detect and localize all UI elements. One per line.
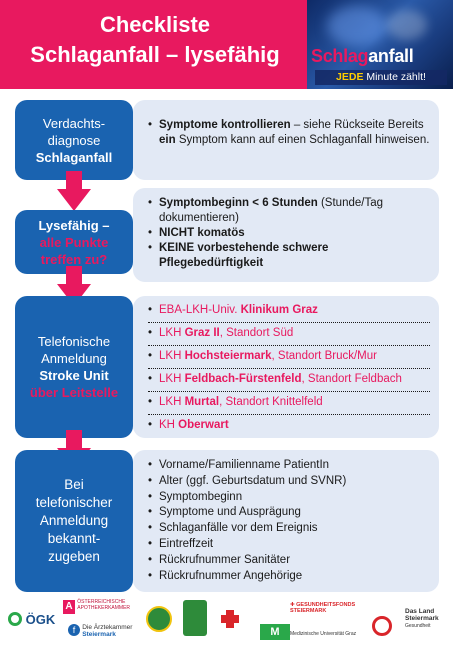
list-item: • Alter (ggf. Geburtsdatum und SVNR) [148,474,433,490]
meduni-graz-label: Medizinische Universität Graz [290,631,357,637]
title-line-2: Schlaganfall – lysefähig [30,42,280,67]
list-item: • Symptome und Ausprägung [148,505,433,521]
gesundheitsfonds-logo: ✚ GESUNDHEITSFONDS STEIERMARK [290,602,356,614]
arrow-down-icon [57,171,91,211]
kages-logo-icon [183,600,207,636]
logo-tagline: JEDE Minute zählt! [315,70,447,85]
list-item: • Symptome kontrollieren – siehe Rückseite Bereits ein Symptom kann auf einen Schlaganfall hinweisen. [148,118,433,148]
step-1-box: Verdachts- diagnose Schlaganfall [15,100,133,180]
list-item: • NICHT komatös [148,226,433,241]
partner-logos-footer [0,596,453,650]
list-item: • Schlaganfälle vor dem Ereignis [148,521,433,537]
list-item: • Rückrufnummer Sanitäter [148,553,433,569]
list-item: • Symptombeginn [148,490,433,506]
rotes-kreuz-badge-icon [146,606,172,632]
step-2-box: Lysefähig – alle Punkte treffen zu? [15,210,133,274]
list-item: • KEINE vorbestehende schwere Pflegebedürftigkeit [148,241,358,271]
hospital-row: • EBA-LKH-Univ. Klinikum Graz [148,300,430,323]
meduni-graz-logo: M [260,624,290,640]
list-item: • Eintreffzeit [148,537,433,553]
hospital-row: • KH Oberwart [148,415,430,438]
stroke-unit-hospital-list [148,300,430,438]
hospital-row: • LKH Hochsteiermark, Standort Bruck/Mur [148,346,430,369]
hospital-row: • LKH Feldbach-Fürstenfeld, Standort Feldbach [148,369,430,392]
step-1-bullets [148,118,433,148]
logo-wordmark: Schlaganfall [311,46,414,66]
emergency-service-badge-icon [372,616,392,636]
step-2-bullets [148,196,433,271]
red-cross-icon [215,608,245,630]
land-steiermark-logo: Das Land Steiermark Gesundheit [405,608,439,629]
list-item: • Rückrufnummer Angehörige [148,569,433,585]
list-item: • Symptombeginn < 6 Stunden (Stunde/Tag dokumentieren) [148,196,433,226]
hospital-row: • LKH Graz II, Standort Süd [148,323,430,346]
title-line-1: Checkliste [99,12,211,37]
step-4-bullets [148,458,433,584]
step-4-box: Bei telefonischer Anmeldung bekannt- zugeben [15,450,133,592]
hospital-row: • LKH Murtal, Standort Knittelfeld [148,392,430,415]
header-banner [0,0,453,89]
apothekerkammer-logo: A ÖSTERREICHISCHE APOTHEKERKAMMER [63,600,133,614]
list-item: • Vorname/Familienname PatientIn [148,458,433,474]
page-title [14,10,296,70]
step-3-box: Telefonische Anmeldung Stroke Unit über Leitstelle [15,296,133,438]
aerztekammer-logo: f Die Ärztekammer Steiermark [68,624,143,638]
schlaganfall-campaign-logo [307,0,453,89]
oegk-logo: ÖGK [8,612,55,626]
